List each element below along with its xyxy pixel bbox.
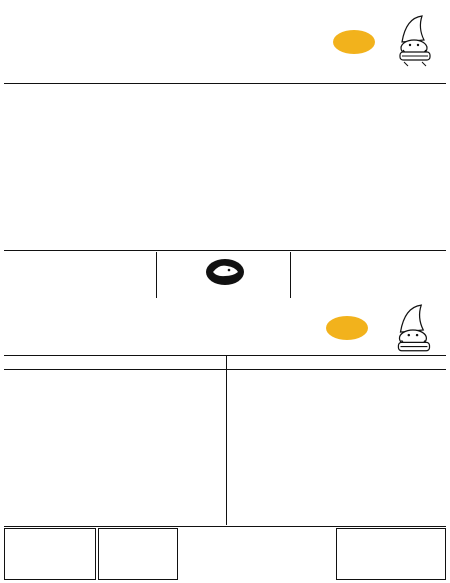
topping-choices-box (336, 528, 446, 580)
gnome-chef-icon (386, 300, 444, 360)
dressings-box (4, 528, 96, 580)
bottom-deli-badge (326, 316, 368, 340)
salads-empanadas-divider (226, 355, 227, 525)
cheese-divider (156, 252, 157, 298)
gnome-chef-icon (388, 12, 444, 68)
bread-divider (290, 252, 291, 298)
bottom-section-rule (4, 526, 446, 527)
salads-head-rule (4, 369, 446, 370)
boars-head-logo-icon (205, 258, 245, 286)
salads-top-rule (4, 355, 446, 356)
addons-box (98, 528, 178, 580)
toppings-divider (4, 250, 446, 251)
top-divider (4, 83, 446, 84)
top-deli-badge (333, 30, 375, 54)
